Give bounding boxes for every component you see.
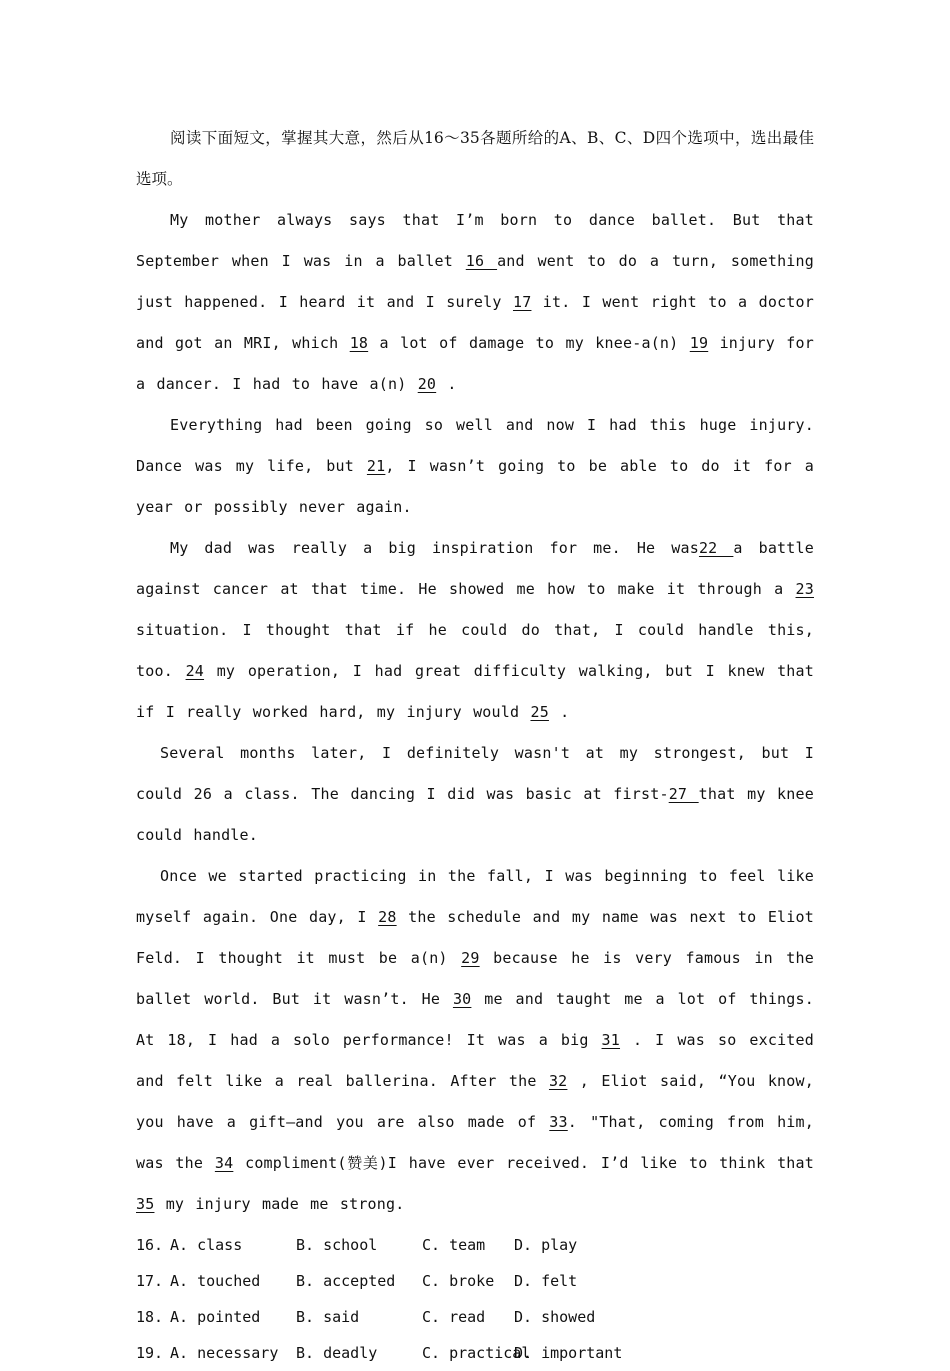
blank-number: 18 [349,334,369,352]
blank-number: 30 [452,990,472,1008]
option-d: D. felt [514,1272,578,1290]
option-b: B. school [296,1236,378,1254]
question-row [136,1227,814,1263]
option-c: C. broke [422,1272,495,1290]
blank-number: 24 [185,662,205,680]
passage-text: My mother always says that I’m born to dance ballet. But that September when I was in a ballet [136,211,814,270]
passage-text: . I was so excited and felt like a real ballerina. After the [136,1031,814,1090]
passage-text: a battle against cancer at that time. He showed me how to make it through a [136,539,814,598]
document-page [136,118,814,1371]
passage-text: Several months later, I definitely wasn't at my strongest, but I could 26 a class. The dancing I did was basic at first- [136,744,814,803]
question-row [136,1263,814,1299]
question-options [136,1227,814,1371]
passage-paragraph [136,733,814,856]
blank-number: 17 [512,293,532,311]
blank-number: 34 [214,1154,234,1172]
blank-number: 33 [549,1113,568,1131]
question-row [136,1335,814,1371]
option-d: D. important [514,1344,623,1362]
blank-number: 21 [366,457,386,475]
passage-text: my operation, I had great difficulty walking, but I knew that if I really worked hard, my injury would [136,662,814,721]
question-number: 18. [136,1308,164,1326]
passage-paragraph [136,200,814,405]
option-b: B. accepted [296,1272,396,1290]
passage-text: that my knee could handle. [136,785,814,844]
blank-number: 25 [530,703,549,721]
option-d: D. play [514,1236,578,1254]
instructions: 阅读下面短文，掌握其大意，然后从16～35各题所给的A、B、C、D四个选项中，选出最佳选项。 [136,129,814,188]
question-number: 17. [136,1272,164,1290]
question-row [136,1299,814,1335]
blank-number: 29 [461,949,480,967]
passage-text: Everything had been going so well and now I had this huge injury. Dance was my life, but [136,416,814,475]
passage-paragraph [136,405,814,528]
passage-text: compliment(赞美)I have ever received. I’d like to think that [233,1154,814,1172]
blank-number: 22 [698,539,734,557]
option-b: B. said [296,1308,360,1326]
passage-text: situation. I thought that if he could do that, I could handle this, too. [136,621,814,680]
blank-number: 23 [795,580,814,598]
passage-text: and went to do a turn, something just happened. I heard it and I surely [136,252,814,311]
blank-number: 31 [601,1031,621,1049]
option-c: C. read [422,1308,486,1326]
passage-text: Once we started practicing in the fall, I was beginning to feel like myself again. One day, I [136,867,814,926]
passage-text: . [436,375,457,393]
blank-number: 28 [378,908,397,926]
option-a: A. touched [170,1272,261,1290]
option-c: C. practical [422,1344,531,1362]
passage-text: My dad was really a big inspiration for me. He was [170,539,699,557]
blank-number: 32 [548,1072,568,1090]
passage-paragraph [136,528,814,733]
question-number: 16. [136,1236,164,1254]
passage-text: it. I went right to a doctor and got an MRI, which [136,293,814,352]
passage-text: a lot of damage to my knee-a(n) [368,334,690,352]
passage-text: , I wasn’t going to be able to do it for a year or possibly never again. [136,457,814,516]
option-d: D. showed [514,1308,596,1326]
question-number: 19. [136,1344,164,1362]
passage-text: . "That, coming from him, was the [136,1113,814,1172]
blank-number: 16 [465,252,498,270]
passage-text: . [548,703,570,721]
blank-number: 19 [689,334,709,352]
option-a: A. pointed [170,1308,261,1326]
blank-number: 27 [668,785,699,803]
option-b: B. deadly [296,1344,378,1362]
passage-text: me and taught me a lot of things. At 18, I had a solo performance! It was a big [136,990,814,1049]
passage-text: the schedule and my name was next to Eliot Feld. I thought it must be a(n) [136,908,814,967]
passage-text: because he is very famous in the ballet world. But it wasn’t. He [136,949,814,1008]
passage-text: my injury made me strong. [154,1195,405,1213]
blank-number: 20 [417,375,437,393]
blank-number: 35 [136,1195,155,1213]
option-a: A. class [170,1236,243,1254]
passage-text: injury for a dancer. I had to have a(n) [136,334,814,393]
passage-text: , Eliot said, “You know, you have a gift—and you are also made of [136,1072,814,1131]
passage [136,200,814,1225]
passage-paragraph [136,856,814,1225]
option-c: C. team [422,1236,486,1254]
option-a: A. necessary [170,1344,279,1362]
